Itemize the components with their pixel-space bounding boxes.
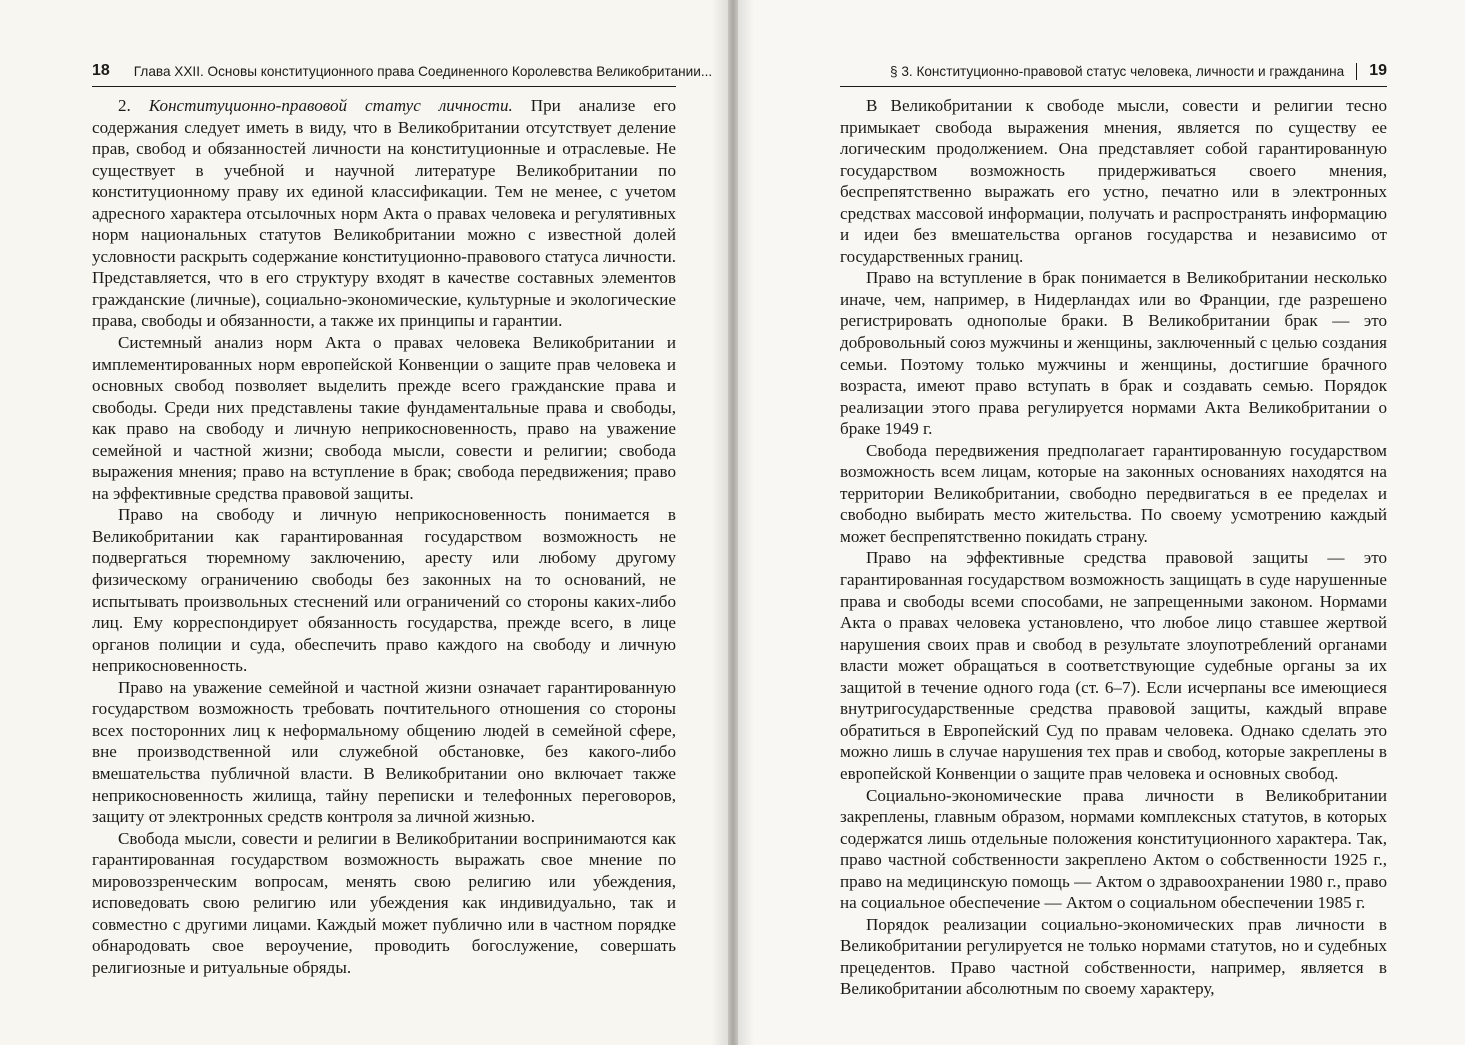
paragraph: Социально-экономические права личности в Великобритании закреплены, главным образом, нормами комплексных статутов, в которых содержатся лишь отдельные положения конституционного характера. Так, право частной собственности закреплено Актом о собственности 1925 г., право на медицинскую помощь — Актом о здравоохранении 1980 г., право на социальное обеспечение — Актом о социальном обеспечении 1985 г. [840, 785, 1387, 913]
right-running-head: § 3. Конституционно-правовой статус человека, личности и гражданина [890, 63, 1345, 79]
left-running-header [92, 58, 713, 87]
section-number: 2. [118, 96, 149, 115]
header-divider [1356, 63, 1357, 80]
left-body-text [92, 95, 676, 978]
paragraph: Право на эффективные средства правовой защиты — это гарантированная государством возможность защищать в суде нарушенные права и свободы всеми способами, не запрещенными законом. Нормами Акта о правах человека установлено, что любое лицо ставшее жертвой нарушения своих прав и свобод в результате злоупотреблений органами власти может обращаться в соответствующие судебные органы за их защитой в течение одного года (ст. 6–7). Если исчерпаны все имеющиеся внутригосударственные средства правовой защиты, каждый вправе обратиться в Европейский Суд по правам человека. Однако сделать это можно лишь в случае нарушения тех прав и свобод, которые закреплены в европейской Конвенции о защите прав человека и основных свобод. [840, 548, 1387, 783]
right-page [738, 0, 1465, 1045]
paragraph: Порядок реализации социально-экономических прав личности в Великобритании регулируется не только нормами статутов, но и судебных прецедентов. Право частной собственности, например, является в Великобритании абсолютным по своему характеру, [840, 914, 1387, 999]
section-title: Конституционно-правовой статус личности. [148, 96, 513, 115]
right-page-number: 19 [1369, 62, 1387, 79]
left-page [0, 0, 728, 1045]
left-page-number: 18 [92, 62, 110, 79]
paragraph: Системный анализ норм Акта о правах человека Великобритании и имплементированных норм европейской Конвенции о защите прав человека и основных свобод позволяет выделить прежде всего гражданские права и свободы. Среди них представлены такие фундаментальные права и свободы, как право на свободу и личную неприкосновенность, право на уважение семейной и частной жизни; свобода мысли, совести и религии; свобода выражения мнения; право на вступление в брак; свобода передвижения; право на эффективные средства правовой защиты. [92, 333, 676, 503]
right-body-text [840, 95, 1387, 1000]
paragraph: Свобода мысли, совести и религии в Великобритании воспринимаются как гарантированная государством возможность выражать свое мнение по мировоззренческим вопросам, менять свою религию или убеждения, исповедовать свою религию или убеждения как индивидуально, так и совместно с другими лицами. Каждый может публично или в частном порядке обнародовать свое вероучение, проводить богослужение, совершать религиозные и ритуальные обряды. [92, 828, 676, 977]
paragraph: Право на уважение семейной и частной жизни означает гарантированную государством возможность требовать почтительного отношения со стороны всех посторонних лиц к неформальному общению людей в семейной сфере, вне производственной или служебной обстановке, без какого-либо вмешательства публичной власти. В Великобритании оно включает также неприкосновенность жилища, тайну переписки и телефонных переговоров, защиту от электронных средств контроля за личной жизнью. [92, 677, 676, 827]
left-running-head: Глава XXII. Основы конституционного права Соединенного Королевства Великобритании... [133, 63, 713, 79]
paragraph: Свобода передвижения предполагает гарантированную государством возможность всем лицам, которые на законных основаниях находятся на территории Великобритании, свободно передвигаться в ее пределах и свободно выбирать место жительства. По своему усмотрению каждый может беспрепятственно покидать страну. [840, 440, 1387, 546]
right-running-header [840, 58, 1387, 87]
paragraph: 2. Конституционно-правовой статус личности. При анализе его содержания следует иметь в виду, что в Великобритании отсутствует деление прав, свобод и обязанностей личности на конституционные и отраслевые. Не существует в учебной и научной литературе Великобритании по конституционному праву их единой классификации. Тем не менее, с учетом адресного характера отсылочных норм Акта о правах человека и регулятивных норм национальных статутов Великобритании можно с известной долей условности раскрыть содержание конституционно-правового статуса личности. Представляется, что в его структуру входят в качестве составных элементов гражданские (личные), социально-экономические, культурные и экологические права, свободы и обязанности, а также их принципы и гарантии. [92, 96, 677, 331]
paragraph: Право на вступление в брак понимается в Великобритании несколько иначе, чем, например, в Нидерландах или во Франции, где разрешено регистрировать однополые браки. В Великобритании брак — это добровольный союз мужчины и женщины, заключенный с целью создания семьи. Поэтому только мужчины и женщины, достигшие брачного возраста, имеют право вступать в брак и создавать семью. Порядок реализации этого права регулируется нормами Акта Великобритании о браке 1949 г. [840, 268, 1387, 439]
paragraph: Право на свободу и личную неприкосновенность понимается в Великобритании как гарантированная государством возможность не подвергаться тюремному заключению, аресту или любому другому физическому ограничению свободы без законных на то оснований, не испытывать произвольных стеснений или ограничений со стороны каких-либо лиц. Ему корреспондирует обязанность государства, прежде всего, в лице органов полиции и суда, обеспечить право каждого на свободу и личную неприкосновенность. [92, 505, 676, 676]
paragraph: В Великобритании к свободе мысли, совести и религии тесно примыкает свобода выражения мнения, является по существу ее логическим продолжением. Она представляет собой гарантированную государством возможность придерживаться своего мнения, беспрепятственно выражать его устно, печатно или в электронных средствах массовой информации, получать и распространять информацию и идеи без вмешательства органов государства и независимо от государственных границ. [840, 96, 1387, 266]
